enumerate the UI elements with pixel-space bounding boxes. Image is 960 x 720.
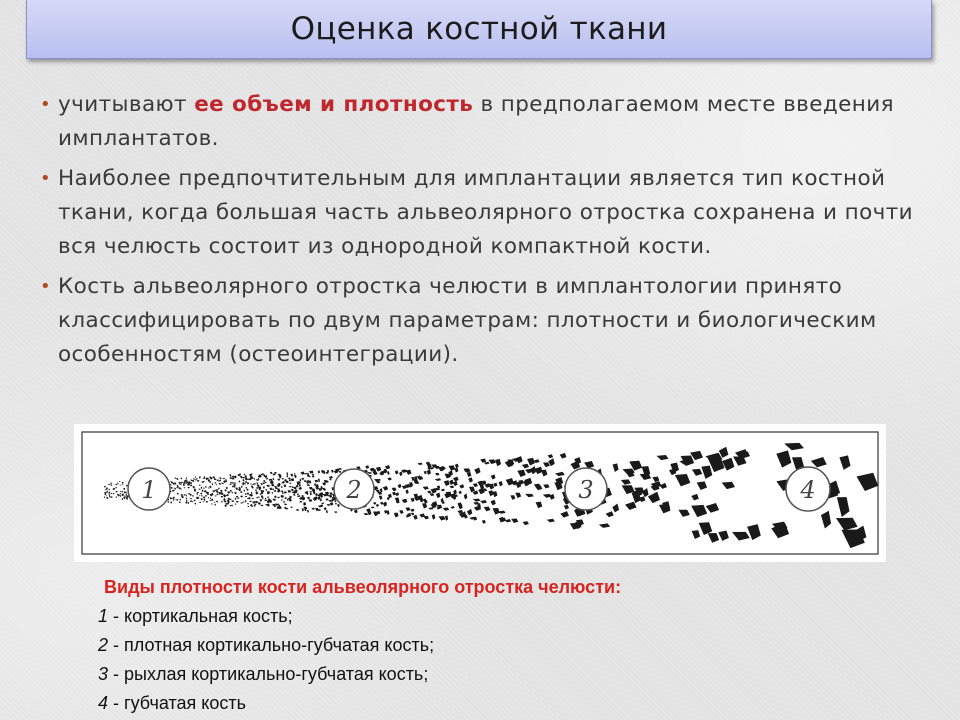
figure-caption bbox=[98, 572, 898, 718]
bullet-item bbox=[40, 270, 920, 372]
caption-item bbox=[98, 631, 898, 660]
caption-item-number: 1 bbox=[98, 606, 109, 626]
bullet-icon: • bbox=[40, 94, 51, 115]
bullet-text-after: в предполагаемом месте введения имплантатов. bbox=[58, 92, 894, 151]
caption-item-number: 4 bbox=[98, 693, 109, 713]
bullet-text: Наиболее предпочтительным для имплантации является тип костной ткани, когда большая часть альвеолярного отростка сохранена и почти вся челюсть состоит из однородной компактной кости. bbox=[58, 166, 914, 259]
density-label-1 bbox=[128, 468, 170, 510]
density-label-3 bbox=[565, 468, 607, 510]
caption-item-text: - губчатая кость bbox=[108, 693, 246, 713]
density-label-2 bbox=[334, 469, 374, 509]
caption-item bbox=[98, 660, 898, 689]
svg-text:1: 1 bbox=[141, 476, 157, 504]
caption-title: Виды плотности кости альвеолярного отростка челюсти: bbox=[104, 577, 622, 597]
svg-text:4: 4 bbox=[800, 476, 816, 504]
slide-title: Оценка костной ткани bbox=[290, 11, 668, 47]
svg-text:2: 2 bbox=[346, 476, 362, 504]
bone-density-figure bbox=[74, 424, 886, 562]
bullet-text: Кость альвеолярного отростка челюсти в имплантологии принято классифицировать по двум параметрам: плотности и биологическим особенностям (остеоинтеграции). bbox=[58, 274, 877, 367]
caption-item bbox=[98, 689, 898, 718]
caption-item-text: - плотная кортикально-губчатая кость; bbox=[108, 635, 435, 655]
caption-item-text: - рыхлая кортикально-губчатая кость; bbox=[108, 664, 429, 684]
bullet-text-before: учитывают bbox=[58, 92, 195, 117]
bullet-item bbox=[40, 162, 920, 264]
caption-item-number: 2 bbox=[98, 635, 109, 655]
bullet-text bbox=[58, 88, 920, 156]
caption-item-text: - кортикальная кость; bbox=[108, 606, 293, 626]
caption-item bbox=[98, 602, 898, 631]
caption-item-number: 3 bbox=[98, 664, 109, 684]
title-bar bbox=[26, 0, 932, 59]
bullet-highlight: ее объем и плотность bbox=[194, 92, 474, 117]
bullet-item bbox=[40, 88, 920, 156]
svg-text:3: 3 bbox=[578, 476, 594, 504]
bullet-icon: • bbox=[40, 276, 51, 297]
bone-density-illustration bbox=[74, 424, 886, 562]
density-label-4 bbox=[786, 467, 830, 511]
bullet-icon: • bbox=[40, 168, 51, 189]
bullet-list bbox=[40, 88, 920, 378]
